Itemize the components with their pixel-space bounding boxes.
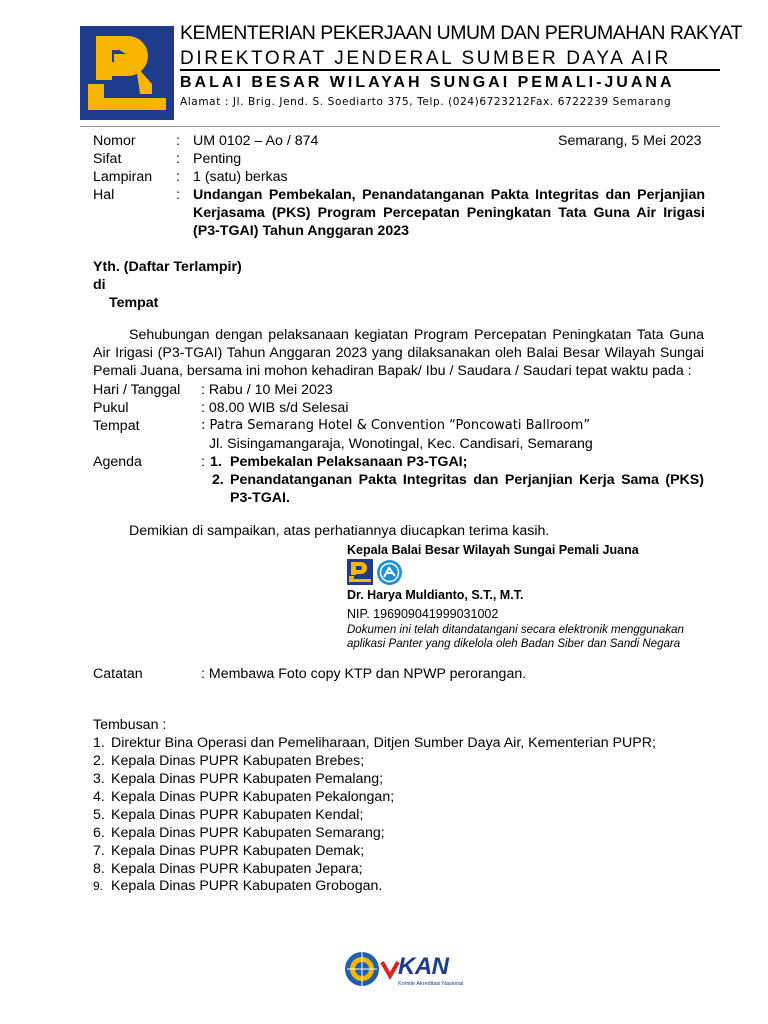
kan-text: KAN [398, 953, 449, 980]
signer-nip: NIP. 196909041999031002 [347, 607, 499, 621]
recipient-di: di [93, 277, 106, 293]
pupr-logo-icon [80, 26, 174, 120]
tembusan-item [93, 788, 394, 806]
detail-value-time: : 08.00 WIB s/d Selesai [201, 400, 349, 416]
agenda-item: Pembekalan Pelaksanaan P3-TGAI; [230, 454, 468, 470]
letterhead-divider [180, 69, 720, 71]
tembusan-item [93, 806, 363, 824]
tembusan-text: Direktur Bina Operasi dan Pemeliharaan, Ditjen Sumber Daya Air, Kementerian PUPR; [111, 735, 656, 751]
meta-sep: : [176, 151, 180, 167]
letterhead-bottom-rule [80, 126, 720, 127]
recipient-tempat: Tempat [109, 295, 159, 311]
tembusan-item [93, 824, 385, 842]
meta-label-lampiran: Lampiran [93, 169, 153, 185]
intro-paragraph: Sehubungan dengan pelaksanaan kegiatan Program Percepatan Peningkatan Tata Guna Air Irigasi (P3-TGAI) Tahun Anggaran 2023 yang dilaksanakan oleh Balai Besar Wilayah Sungai Pemali Juana, bersama ini mohon kehadiran Bapak/ Ibu / Saudara / Saudari tepat waktu pada : [93, 327, 704, 379]
detail-place-address: Jl. Sisingamangaraja, Wonotingal, Kec. Candisari, Semarang [209, 436, 593, 452]
catatan-value: : Membawa Foto copy KTP dan NPWP perorangan. [201, 666, 527, 682]
place-date: Semarang, 5 Mei 2023 [558, 133, 702, 149]
tembusan-item [93, 752, 364, 770]
agenda-num: 1. [210, 454, 222, 470]
tembusan-text: Kepala Dinas PUPR Kabupaten Pekalongan; [111, 789, 395, 805]
signer-title: Kepala Balai Besar Wilayah Sungai Pemali Juana [347, 543, 639, 557]
tembusan-text: Kepala Dinas PUPR Kabupaten Brebes; [111, 753, 365, 769]
catatan-label: Catatan [93, 666, 143, 682]
kan-logo-icon [380, 958, 400, 980]
recipient-line: Yth. (Daftar Terlampir) [93, 259, 242, 275]
detail-label-date: Hari / Tanggal [93, 382, 181, 398]
meta-label-hal: Hal [93, 187, 115, 203]
tembusan-num: 9. [93, 879, 104, 893]
esign-note: aplikasi Panter yang dikelola oleh Badan Siber dan Sandi Negara [347, 638, 681, 650]
tembusan-num: 7. [93, 843, 105, 859]
tembusan-item [93, 842, 364, 860]
tembusan-num: 1. [93, 735, 105, 751]
meta-sep: : [176, 187, 180, 203]
meta-label-nomor: Nomor [93, 133, 136, 149]
meta-value-nomor: UM 0102 – Ao / 874 [193, 133, 319, 149]
detail-label-time: Pukul [93, 400, 129, 416]
tembusan-num: 4. [93, 789, 105, 805]
tembusan-item [93, 860, 363, 878]
signer-name: Dr. Harya Muldianto, S.T., M.T. [347, 588, 524, 602]
tembusan-text: Kepala Dinas PUPR Kabupaten Pemalang; [111, 771, 384, 787]
tembusan-item [93, 770, 383, 788]
letterhead-office: BALAI BESAR WILAYAH SUNGAI PEMALI-JUANA [180, 74, 675, 91]
tembusan-text: Kepala Dinas PUPR Kabupaten Jepara; [111, 861, 363, 877]
agenda-label: Agenda [93, 454, 142, 470]
detail-label-place: Tempat [93, 418, 140, 434]
tembusan-item [93, 877, 382, 895]
tembusan-heading: Tembusan : [93, 717, 167, 733]
tembusan-num: 2. [93, 753, 105, 769]
detail-value-date: : Rabu / 10 Mei 2023 [201, 382, 333, 398]
tembusan-num: 6. [93, 825, 105, 841]
meta-value-lampiran: 1 (satu) berkas [193, 169, 288, 185]
letterhead-directorate: DIREKTORAT JENDERAL SUMBER DAYA AIR [180, 48, 671, 69]
meta-sep: : [176, 169, 180, 185]
agenda-num: 2. [212, 472, 224, 488]
tembusan-num: 8. [93, 861, 105, 877]
tembusan-num: 5. [93, 807, 105, 823]
tembusan-text: Kepala Dinas PUPR Kabupaten Kendal; [111, 807, 364, 823]
meta-label-sifat: Sifat [93, 151, 122, 167]
agenda-item: Penandatanganan Pakta Integritas dan Perjanjian Kerja Sama (PKS) P3-TGAI. [230, 472, 704, 506]
meta-value-hal: Undangan Pembekalan, Penandatanganan Pakta Integritas dan Perjanjian Kerjasama (PKS) Program Percepatan Peningkatan Tata Guna Air Irigasi (P3-TGAI) Tahun Anggaran 2023 [193, 187, 705, 239]
kan-subtitle: Komite Akreditasi Nasional [398, 981, 464, 987]
tembusan-num: 3. [93, 771, 105, 787]
agenda-colon: : [201, 454, 205, 470]
tembusan-text: Kepala Dinas PUPR Kabupaten Semarang; [111, 825, 385, 841]
closing-text: Demikian di sampaikan, atas perhatiannya diucapkan terima kasih. [129, 523, 550, 539]
bsre-logo-icon [376, 559, 403, 586]
meta-sep: : [176, 133, 180, 149]
esign-note: Dokumen ini telah ditandatangani secara elektronik menggunakan [347, 624, 684, 636]
pupr-logo-icon [347, 559, 373, 585]
tembusan-item [93, 734, 656, 752]
tembusan-text: Kepala Dinas PUPR Kabupaten Grobogan. [111, 878, 383, 894]
letterhead-address: Alamat : Jl. Brig. Jend. S. Soediarto 375, Telp. (024)6723212Fax. 6722239 Semarang [180, 96, 672, 108]
tembusan-text: Kepala Dinas PUPR Kabupaten Demak; [111, 843, 365, 859]
meta-value-sifat: Penting [193, 151, 242, 167]
letterhead-ministry: KEMENTERIAN PEKERJAAN UMUM DAN PERUMAHAN RAKYAT [180, 22, 742, 44]
detail-value-place: : Patra Semarang Hotel & Convention “Poncowati Ballroom” [201, 418, 591, 433]
globe-cert-icon [343, 950, 381, 988]
